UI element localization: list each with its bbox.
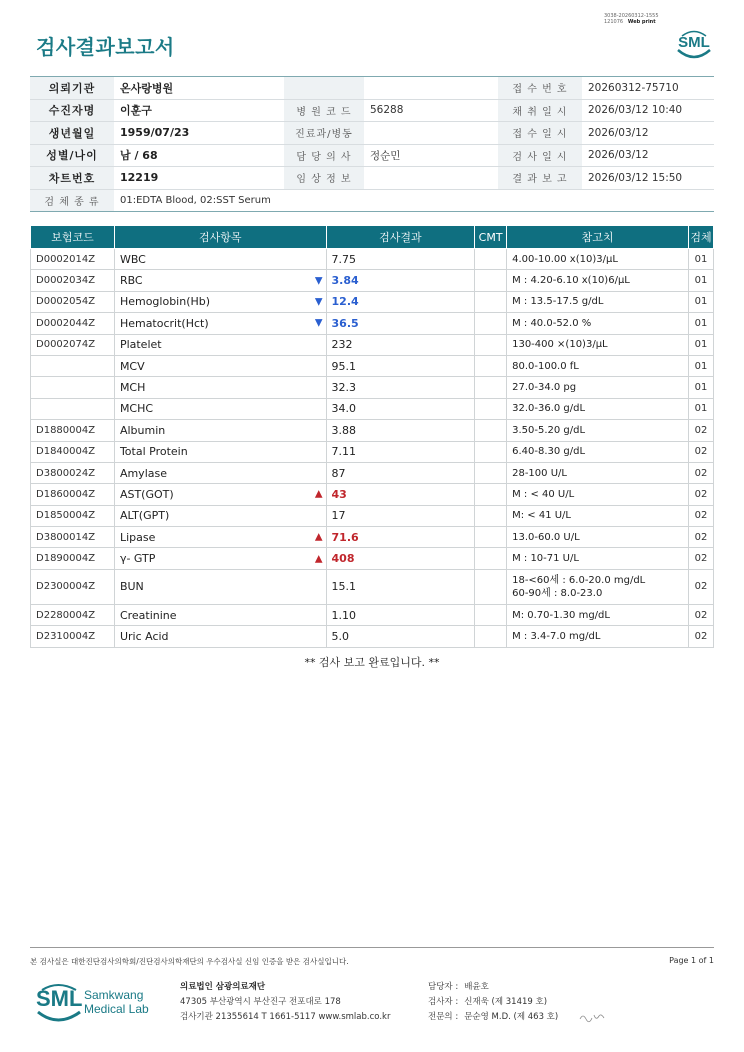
cmt-cell	[475, 462, 507, 483]
result-row	[31, 377, 714, 398]
test-result	[326, 355, 475, 376]
specimen-code: 02	[688, 441, 713, 462]
reference-line: M : 3.4-7.0 mg/dL	[512, 630, 601, 642]
cmt-cell	[475, 398, 507, 419]
result-row	[31, 270, 714, 291]
reference-line: 6.40-8.30 g/dL	[512, 446, 586, 458]
result-row	[31, 398, 714, 419]
result-value: 17	[331, 509, 346, 523]
specimen-code: 01	[688, 313, 713, 334]
specimen-code: 02	[688, 626, 713, 647]
reference-line: 18-<60세 : 6.0-20.0 mg/dL	[512, 574, 646, 586]
reference-range	[507, 484, 689, 505]
high-flag-icon: ▲	[314, 488, 323, 500]
test-item-label: Creatinine	[119, 608, 177, 622]
result-row	[31, 313, 714, 334]
cmt-cell	[475, 626, 507, 647]
specimen-code: 02	[688, 604, 713, 625]
reference-line: 4.00-10.00 x(10)3/μL	[512, 253, 618, 265]
staff-entry	[428, 995, 558, 1010]
staff-value: 문순영 M.D. (제 463 호)	[464, 1012, 559, 1022]
test-result	[326, 548, 475, 569]
test-item	[114, 441, 326, 462]
logo-sml-text: SML	[36, 986, 83, 1011]
test-result	[326, 441, 475, 462]
footer-divider	[30, 947, 714, 948]
info-label-mid: 진료과/병동	[284, 122, 364, 145]
test-result	[326, 270, 475, 291]
test-result	[326, 604, 475, 625]
test-result	[326, 527, 475, 548]
reference-range	[507, 420, 689, 441]
info-label: 수진자명	[30, 99, 114, 122]
reference-range	[507, 313, 689, 334]
specimen-value: 01:EDTA Blood, 02:SST Serum	[114, 189, 714, 212]
reference-range	[507, 355, 689, 376]
specimen-code: 02	[688, 569, 713, 604]
specimen-code: 01	[688, 270, 713, 291]
info-value-right: 2026/03/12 15:50	[582, 167, 714, 190]
page-number: Page 1 of 1	[669, 956, 714, 965]
info-value-right: 2026/03/12	[582, 144, 714, 167]
test-result	[326, 334, 475, 355]
column-header: 검사결과	[326, 226, 475, 249]
reference-range	[507, 548, 689, 569]
test-item-label: Uric Acid	[119, 629, 169, 643]
info-value-mid: 56288	[364, 99, 498, 122]
insurance-code: D0002074Z	[31, 334, 115, 355]
info-label: 성별/나이	[30, 144, 114, 167]
insurance-code: D1850004Z	[31, 505, 115, 526]
specimen-code: 01	[688, 334, 713, 355]
result-value: 1.10	[331, 608, 357, 622]
test-item-label: Hematocrit(Hct)	[119, 316, 209, 330]
insurance-code	[31, 355, 115, 376]
column-header: 검사항목	[114, 226, 326, 249]
info-value: 12219	[114, 167, 284, 190]
insurance-code: D3800024Z	[31, 462, 115, 483]
result-row	[31, 505, 714, 526]
info-label-mid: 담 당 의 사	[284, 144, 364, 167]
specimen-code: 02	[688, 420, 713, 441]
reference-range	[507, 505, 689, 526]
info-row	[30, 122, 714, 145]
cmt-cell	[475, 270, 507, 291]
samkwang-logo	[36, 982, 176, 1024]
result-row	[31, 355, 714, 376]
org-address: 47305 부산광역시 부산진구 전포대로 178	[180, 997, 341, 1007]
specimen-code: 02	[688, 462, 713, 483]
cmt-cell	[475, 441, 507, 462]
insurance-code: D2300004Z	[31, 569, 115, 604]
cmt-cell	[475, 377, 507, 398]
result-row	[31, 527, 714, 548]
test-item-label: RBC	[119, 274, 143, 288]
certification-text: 본 검사실은 대한진단검사의학회/진단검사의학재단의 우수검사실 신임 인증을 받은 검사실입니다.	[30, 957, 349, 966]
org-name: 의료법인 삼광의료재단	[180, 982, 266, 992]
info-value: 남 / 68	[114, 144, 284, 167]
staff-entry	[428, 1010, 558, 1025]
info-label-mid: 임 상 정 보	[284, 167, 364, 190]
test-item-label: Platelet	[119, 338, 162, 352]
test-item-label: Amylase	[119, 466, 167, 480]
low-flag-icon: ▼	[314, 296, 323, 308]
test-result	[326, 313, 475, 334]
test-item	[114, 398, 326, 419]
info-value-right: 2026/03/12	[582, 122, 714, 145]
test-item-label: Total Protein	[119, 445, 188, 459]
info-value: 온사랑병원	[114, 77, 284, 100]
specimen-row	[30, 189, 714, 212]
reference-line: 28-100 U/L	[512, 467, 567, 479]
info-value-right: 20260312-75710	[582, 77, 714, 100]
info-label: 생년월일	[30, 122, 114, 145]
info-label-right: 채 취 일 시	[498, 99, 582, 122]
test-item	[114, 420, 326, 441]
reference-range	[507, 334, 689, 355]
reference-line: M : < 40 U/L	[512, 488, 575, 500]
result-value: 36.5	[331, 316, 359, 330]
reference-range	[507, 604, 689, 625]
test-item	[114, 377, 326, 398]
result-row	[31, 569, 714, 604]
specimen-code: 02	[688, 505, 713, 526]
info-label-right: 결 과 보 고	[498, 167, 582, 190]
test-item	[114, 505, 326, 526]
test-item-label: MCV	[119, 359, 145, 373]
info-label-right: 접 수 일 시	[498, 122, 582, 145]
doc-code-line1: 3038-20260312-1555	[604, 13, 659, 19]
info-value-mid: 정순민	[364, 144, 498, 167]
insurance-code: D1840004Z	[31, 441, 115, 462]
info-row	[30, 77, 714, 100]
result-row	[31, 484, 714, 505]
info-value-mid	[364, 77, 498, 100]
cmt-cell	[475, 569, 507, 604]
info-row	[30, 144, 714, 167]
high-flag-icon: ▲	[314, 531, 323, 543]
test-item	[114, 249, 326, 270]
test-item	[114, 313, 326, 334]
info-value: 이훈구	[114, 99, 284, 122]
test-item-label: ALT(GPT)	[119, 509, 170, 523]
reference-line: M: < 41 U/L	[512, 510, 571, 522]
test-item	[114, 334, 326, 355]
reference-line: M : 10-71 U/L	[512, 553, 579, 565]
result-value: 7.11	[331, 445, 357, 459]
cmt-cell	[475, 334, 507, 355]
result-value: 32.3	[331, 381, 357, 395]
info-row	[30, 167, 714, 190]
reference-line-2: 60-90세 : 8.0-23.0	[512, 587, 603, 599]
insurance-code: D1880004Z	[31, 420, 115, 441]
reference-range	[507, 569, 689, 604]
result-value: 3.88	[331, 423, 357, 437]
column-header: 보험코드	[31, 226, 115, 249]
reference-line: M: 0.70-1.30 mg/dL	[512, 609, 610, 621]
staff-label: 담당자 :	[428, 982, 459, 992]
reference-line: 32.0-36.0 g/dL	[512, 403, 586, 415]
test-item-label: Lipase	[119, 530, 156, 544]
specimen-code: 02	[688, 527, 713, 548]
test-result	[326, 249, 475, 270]
specimen-code: 02	[688, 484, 713, 505]
test-item	[114, 569, 326, 604]
high-flag-icon: ▲	[314, 553, 323, 565]
reference-range	[507, 377, 689, 398]
info-label-mid	[284, 77, 364, 100]
test-result	[326, 626, 475, 647]
result-value: 15.1	[331, 580, 357, 594]
result-value: 7.75	[331, 252, 357, 266]
test-result	[326, 420, 475, 441]
result-row	[31, 249, 714, 270]
insurance-code: D3800014Z	[31, 527, 115, 548]
reference-range	[507, 249, 689, 270]
insurance-code: D0002034Z	[31, 270, 115, 291]
test-item	[114, 548, 326, 569]
result-row	[31, 604, 714, 625]
signature-icon	[578, 1010, 606, 1024]
column-header: 참고치	[507, 226, 689, 249]
staff-label: 전문의 :	[428, 1012, 459, 1022]
web-print-label: Web print	[627, 19, 656, 25]
page-title: 검사결과보고서	[36, 35, 175, 59]
cmt-cell	[475, 505, 507, 526]
reference-range	[507, 626, 689, 647]
test-item-label: WBC	[119, 252, 146, 266]
info-value-right: 2026/03/12 10:40	[582, 99, 714, 122]
result-value: 71.6	[331, 530, 359, 544]
reference-line: M : 4.20-6.10 x(10)6/μL	[512, 275, 630, 287]
test-item	[114, 462, 326, 483]
cmt-cell	[475, 604, 507, 625]
staff-value: 신재욱 (제 31419 호)	[464, 997, 548, 1007]
logo-name-line1: Samkwang	[84, 988, 144, 1002]
insurance-code: D2310004Z	[31, 626, 115, 647]
test-item-label: AST(GOT)	[119, 487, 174, 501]
result-row	[31, 462, 714, 483]
specimen-code: 01	[688, 249, 713, 270]
insurance-code: D0002044Z	[31, 313, 115, 334]
test-item	[114, 291, 326, 312]
reference-line: 27.0-34.0 pg	[512, 382, 577, 394]
reference-line: 3.50-5.20 g/dL	[512, 424, 586, 436]
info-value: 1959/07/23	[114, 122, 284, 145]
test-item-label: MCHC	[119, 402, 154, 416]
insurance-code	[31, 377, 115, 398]
info-label-right: 접 수 번 호	[498, 77, 582, 100]
specimen-code: 01	[688, 291, 713, 312]
test-result	[326, 462, 475, 483]
reference-line: 13.0-60.0 U/L	[512, 531, 580, 543]
insurance-code: D0002014Z	[31, 249, 115, 270]
reference-line: M : 40.0-52.0 %	[512, 317, 592, 329]
cmt-cell	[475, 355, 507, 376]
cmt-cell	[475, 484, 507, 505]
cmt-cell	[475, 420, 507, 441]
reference-range	[507, 441, 689, 462]
test-item-label: γ- GTP	[119, 552, 156, 566]
cmt-cell	[475, 527, 507, 548]
result-value: 408	[331, 552, 355, 566]
test-item	[114, 527, 326, 548]
result-value: 43	[331, 487, 347, 501]
test-item	[114, 626, 326, 647]
test-item-label: Hemoglobin(Hb)	[119, 295, 211, 309]
cmt-cell	[475, 313, 507, 334]
insurance-code	[31, 398, 115, 419]
result-row	[31, 441, 714, 462]
test-result	[326, 484, 475, 505]
completion-note: ** 검사 보고 완료입니다. **	[304, 656, 440, 669]
insurance-code: D1860004Z	[31, 484, 115, 505]
test-item	[114, 484, 326, 505]
result-value: 87	[331, 466, 346, 480]
info-value-mid	[364, 122, 498, 145]
test-result	[326, 569, 475, 604]
result-value: 95.1	[331, 359, 357, 373]
test-item-label: Albumin	[119, 423, 166, 437]
info-label-mid: 병 원 코 드	[284, 99, 364, 122]
result-value: 5.0	[331, 629, 350, 643]
reference-range	[507, 291, 689, 312]
test-item	[114, 270, 326, 291]
insurance-code: D1890004Z	[31, 548, 115, 569]
result-row	[31, 420, 714, 441]
result-row	[31, 334, 714, 355]
result-value: 3.84	[331, 274, 359, 288]
test-item	[114, 355, 326, 376]
org-contact: 검사기관 21355614 T 1661-5117 www.smlab.co.kr	[180, 1012, 391, 1022]
staff-value: 배윤호	[464, 982, 489, 992]
result-row	[31, 626, 714, 647]
info-label: 의뢰기관	[30, 77, 114, 100]
results-table	[30, 226, 714, 648]
patient-info-table	[30, 76, 714, 212]
test-item-label: BUN	[119, 580, 144, 594]
specimen-code: 01	[688, 355, 713, 376]
staff-list	[428, 980, 558, 1025]
specimen-code: 02	[688, 548, 713, 569]
info-value-mid	[364, 167, 498, 190]
specimen-label: 검 체 종 류	[30, 189, 114, 212]
reference-line: 80.0-100.0 fL	[512, 360, 579, 372]
result-value: 34.0	[331, 402, 357, 416]
info-row	[30, 99, 714, 122]
cmt-cell	[475, 249, 507, 270]
reference-range	[507, 270, 689, 291]
staff-entry	[428, 980, 558, 995]
test-item-label: MCH	[119, 381, 146, 395]
column-header: CMT	[475, 226, 507, 249]
reference-line: M : 13.5-17.5 g/dL	[512, 296, 604, 308]
specimen-code: 01	[688, 377, 713, 398]
info-label: 차트번호	[30, 167, 114, 190]
organization-info	[180, 980, 390, 1025]
doc-code-line2: 121076	[604, 19, 624, 25]
result-row	[31, 548, 714, 569]
low-flag-icon: ▼	[314, 275, 323, 287]
cmt-cell	[475, 548, 507, 569]
test-result	[326, 377, 475, 398]
document-code	[604, 13, 659, 25]
logo-name-line2: Medical Lab	[84, 1002, 149, 1016]
reference-range	[507, 462, 689, 483]
info-label-right: 검 사 일 시	[498, 144, 582, 167]
test-result	[326, 291, 475, 312]
insurance-code: D0002054Z	[31, 291, 115, 312]
reference-range	[507, 398, 689, 419]
column-header: 검체	[688, 226, 713, 249]
staff-label: 검사자 :	[428, 997, 459, 1007]
test-result	[326, 398, 475, 419]
test-item	[114, 604, 326, 625]
specimen-code: 01	[688, 398, 713, 419]
result-value: 232	[331, 338, 353, 352]
insurance-code: D2280004Z	[31, 604, 115, 625]
result-row	[31, 291, 714, 312]
reference-line: 130-400 ×(10)3/μL	[512, 339, 608, 351]
sml-logo-icon	[674, 28, 714, 62]
logo-text: SML	[678, 34, 710, 51]
test-result	[326, 505, 475, 526]
reference-range	[507, 527, 689, 548]
low-flag-icon: ▼	[314, 317, 323, 329]
result-value: 12.4	[331, 295, 359, 309]
cmt-cell	[475, 291, 507, 312]
